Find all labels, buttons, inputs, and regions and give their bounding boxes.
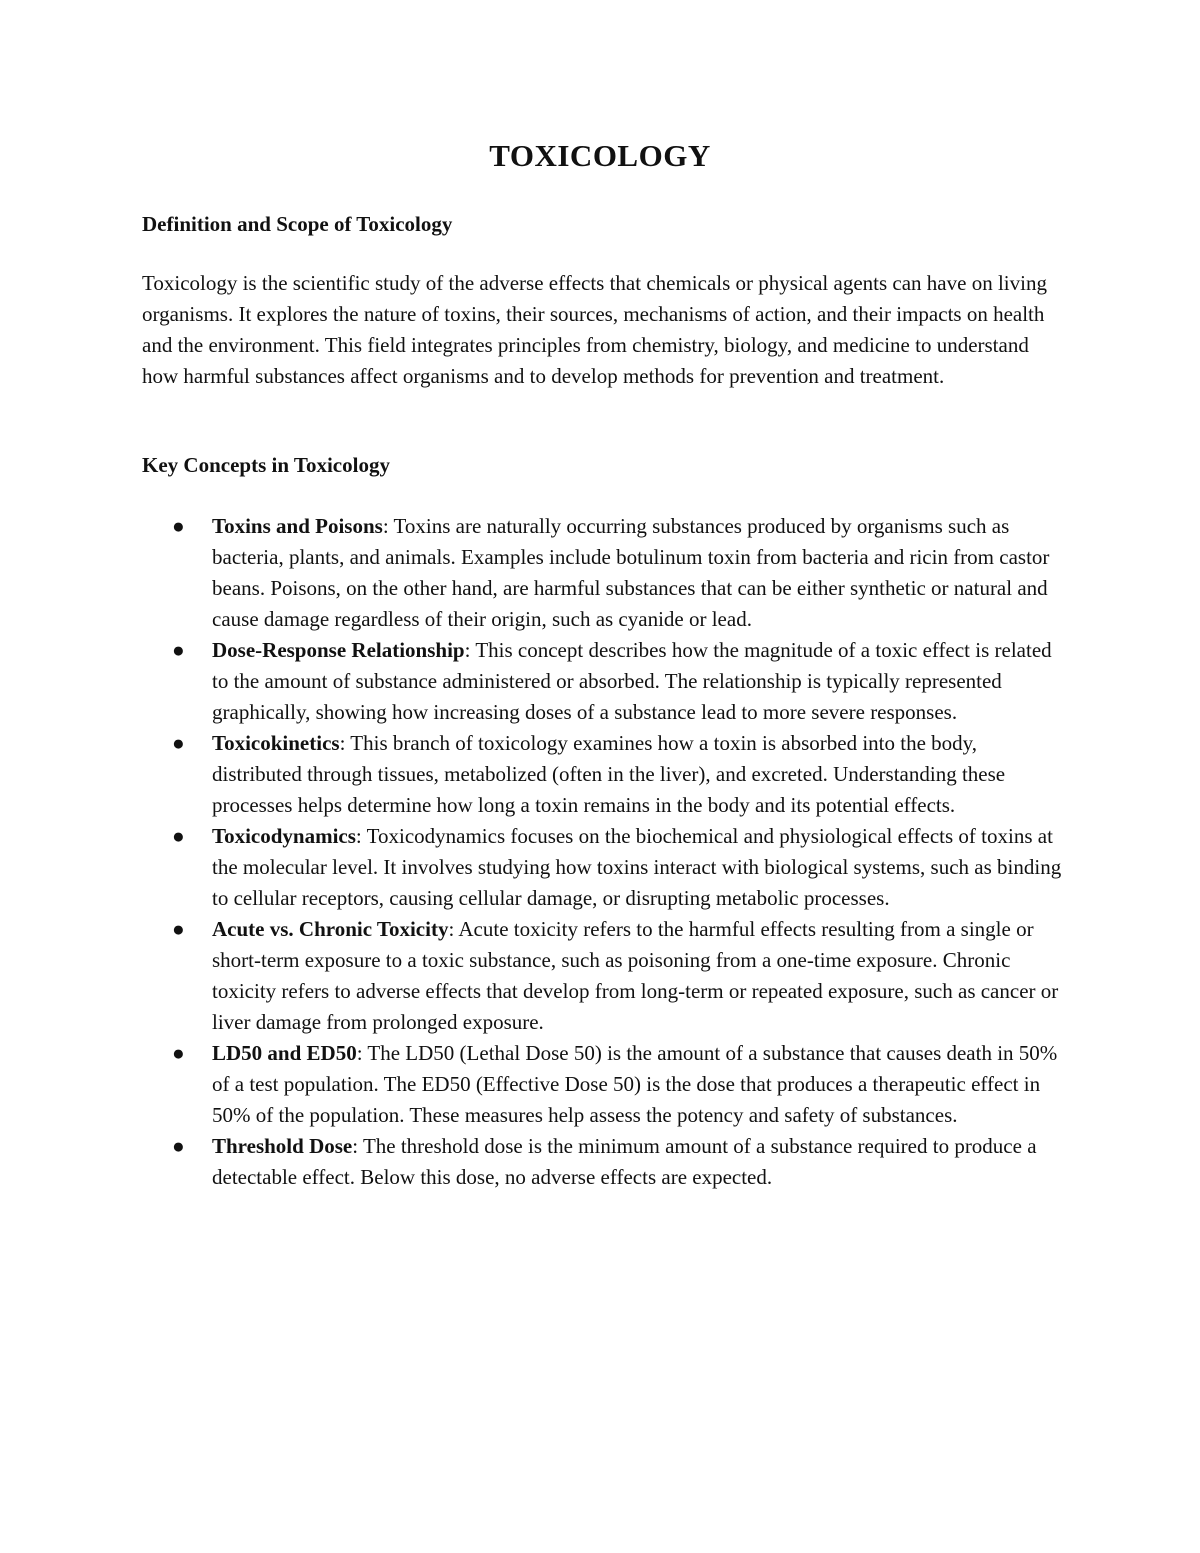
concept-term: Acute vs. Chronic Toxicity xyxy=(212,917,449,941)
concept-text: : The threshold dose is the minimum amount of a substance required to produce a detectable effect. Below this dose, no adverse effects are expected. xyxy=(212,1134,1037,1189)
list-item xyxy=(142,728,1062,821)
list-item xyxy=(142,821,1062,914)
bullet-icon: ● xyxy=(172,638,185,662)
bullet-icon: ● xyxy=(172,824,185,848)
section-heading-definition: Definition and Scope of Toxicology xyxy=(142,212,453,236)
list-item xyxy=(142,511,1062,635)
section-heading-key-concepts: Key Concepts in Toxicology xyxy=(142,453,390,477)
bullet-icon: ● xyxy=(172,917,185,941)
concept-term: Toxicokinetics xyxy=(212,731,340,755)
bullet-icon: ● xyxy=(172,1041,185,1065)
concept-term: Threshold Dose xyxy=(212,1134,353,1158)
list-item xyxy=(142,1038,1062,1131)
concept-text: : Toxicodynamics focuses on the biochemical and physiological effects of toxins at the molecular level. It involves studying how toxins interact with biological systems, such as binding to cellular receptors, causing cellular damage, or disrupting metabolic processes. xyxy=(212,824,1062,910)
concept-term: Toxins and Poisons xyxy=(212,514,383,538)
definition-paragraph: Toxicology is the scientific study of the adverse effects that chemicals or physical agents can have on living organisms. It explores the nature of toxins, their sources, mechanisms of action, and their impacts on health and the environment. This field integrates principles from chemistry, biology, and medicine to understand how harmful substances affect organisms and to develop methods for prevention and treatment. xyxy=(142,271,1047,388)
list-item xyxy=(142,1131,1062,1193)
concept-text: : This concept describes how the magnitude of a toxic effect is related to the amount of substance administered or absorbed. The relationship is typically represented graphically, showing how increasing doses of a substance lead to more severe responses. xyxy=(212,638,1052,724)
key-concepts-list xyxy=(142,511,1062,1193)
bullet-icon: ● xyxy=(172,1134,185,1158)
bullet-icon: ● xyxy=(172,514,185,538)
concept-text: : Acute toxicity refers to the harmful effects resulting from a single or short-term exposure to a toxic substance, such as poisoning from a one-time exposure. Chronic toxicity refers to adverse effects that develop from long-term or repeated exposure, such as cancer or liver damage from prolonged exposure. xyxy=(212,917,1059,1034)
bullet-icon: ● xyxy=(172,731,185,755)
concept-text: : Toxins are naturally occurring substances produced by organisms such as bacteria, plants, and animals. Examples include botulinum toxin from bacteria and ricin from castor beans. Poisons, on the other hand, are harmful substances that can be either synthetic or natural and cause damage regardless of their origin, such as cyanide or lead. xyxy=(212,514,1050,631)
page-title: TOXICOLOGY xyxy=(489,138,711,173)
concept-text: : This branch of toxicology examines how a toxin is absorbed into the body, distributed through tissues, metabolized (often in the liver), and excreted. Understanding these processes helps determine how long a toxin remains in the body and its potential effects. xyxy=(212,731,1006,817)
concept-text: : The LD50 (Lethal Dose 50) is the amount of a substance that causes death in 50% of a test population. The ED50 (Effective Dose 50) is the dose that produces a therapeutic effect in 50% of the population. These measures help assess the potency and safety of substances. xyxy=(212,1041,1058,1127)
list-item xyxy=(142,635,1062,728)
concept-term: Toxicodynamics xyxy=(212,824,356,848)
list-item xyxy=(142,914,1062,1038)
concept-term: Dose-Response Relationship xyxy=(212,638,465,662)
concept-term: LD50 and ED50 xyxy=(212,1041,357,1065)
